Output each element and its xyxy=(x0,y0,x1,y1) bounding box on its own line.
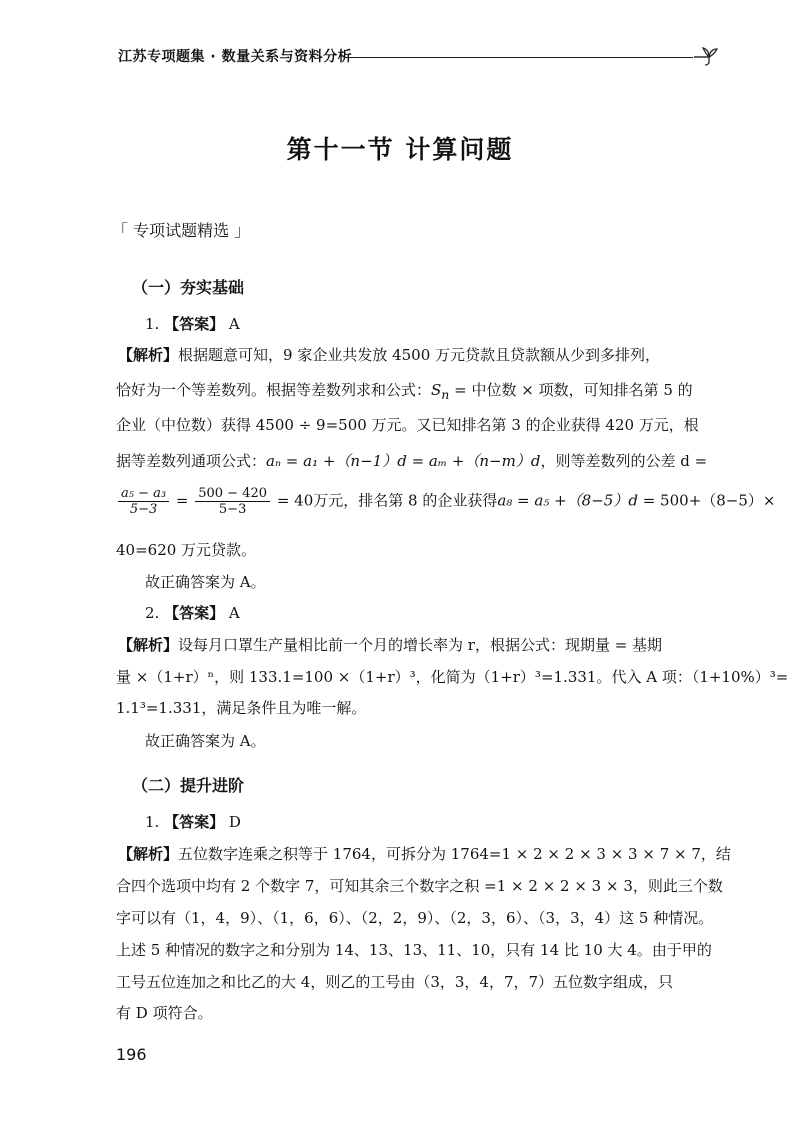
analysis-line xyxy=(116,486,775,517)
analysis-text: 根据题意可知，9 家企业共发放 4500 万元贷款且贷款额从少到多排列， xyxy=(178,346,661,364)
answer-line xyxy=(145,313,240,334)
analysis-line xyxy=(118,843,731,864)
fraction xyxy=(195,486,270,517)
fraction-numerator: 500 − 420 xyxy=(195,486,270,502)
answer-value: D xyxy=(228,813,241,831)
analysis-text: 设每月口罩生产量相比前一个月的增长率为 r，根据公式：现期量 = 基期 xyxy=(178,636,663,654)
page-title: 第十一节 计算问题 xyxy=(286,135,514,164)
formula: a₈ = a₅ +（8−5）d xyxy=(497,491,638,510)
header-rule xyxy=(345,57,693,58)
analysis-line: 字可以有（1，4，9）、（1，6，6）、（2，2，9）、（2，3，6）、（3，3，4）这 5 种情况。 xyxy=(116,909,714,927)
analysis-line: 1.1³=1.331，满足条件且为唯一解。 xyxy=(116,699,367,717)
analysis-line xyxy=(116,539,256,560)
analysis-line xyxy=(116,414,699,435)
analysis-label: 【解析】 xyxy=(118,346,179,364)
bracket-left: 「 xyxy=(112,221,134,240)
analysis-text: 企业（中位数）获得 4500 ÷ 9=500 万元。又已知排名第 3 的企业获得 420 万元，根 xyxy=(116,416,699,434)
fraction xyxy=(118,486,169,517)
answer-value: A xyxy=(228,315,240,333)
analysis-line: 合四个选项中均有 2 个数字 7，可知其余三个数字之积 =1 × 2 × 2 × 3 × 3，则此三个数 xyxy=(116,877,723,895)
analysis-label: 【解析】 xyxy=(118,636,179,654)
analysis-text: ，则等差数列的公差 d = xyxy=(540,452,708,470)
answer-line xyxy=(145,811,241,832)
analysis-text: = 中位数 × 项数，可知排名第 5 的 xyxy=(449,381,693,399)
analysis-text: 据等差数列通项公式： xyxy=(116,452,267,470)
equals-sign: = xyxy=(175,491,189,510)
answer-label: 【答案】 xyxy=(164,315,225,333)
formula: aₙ = a₁ +（n−1）d = aₘ +（n−m）d xyxy=(266,452,541,470)
analysis-text: = 40万元，排名第 8 的企业获得 xyxy=(276,491,498,510)
analysis-line xyxy=(116,379,693,402)
bracket-right: 」 xyxy=(229,221,251,240)
analysis-line: 上述 5 种情况的数字之和分别为 14、13、13、11、10，只有 14 比 10 大 4。由于甲的 xyxy=(116,941,712,959)
section-heading-2: （二）提升进阶 xyxy=(132,776,245,795)
conclusion-line: 故正确答案为 A。 xyxy=(145,573,266,591)
fraction-numerator: a₅ − a₃ xyxy=(118,486,169,502)
answer-value: A xyxy=(228,604,240,622)
conclusion-line: 故正确答案为 A。 xyxy=(145,732,266,750)
page-number: 196 xyxy=(116,1045,147,1064)
answer-number: 1. xyxy=(145,813,160,831)
formula-sn: S xyxy=(431,381,442,399)
answer-label: 【答案】 xyxy=(164,813,225,831)
analysis-text: 40=620 万元贷款。 xyxy=(116,541,257,559)
analysis-text: 五位数字连乘之积等于 1764，可拆分为 1764=1 × 2 × 2 × 3 × 3 × 7 × 7，结 xyxy=(178,845,731,863)
sprout-icon xyxy=(690,38,720,68)
answer-label: 【答案】 xyxy=(164,604,225,622)
analysis-line: 量 ×（1+r）ⁿ，则 133.1=100 ×（1+r）³，化简为（1+r）³=1.331。代入 A 项：（1+10%）³= xyxy=(116,668,789,686)
section-heading-1: （一）夯实基础 xyxy=(132,278,245,297)
special-label-text: 专项试题精选 xyxy=(133,221,230,240)
analysis-text: 恰好为一个等差数列。根据等差数列求和公式： xyxy=(116,381,432,399)
running-header: 江苏专项题集 · 数量关系与资料分析 xyxy=(118,49,353,65)
special-label xyxy=(112,218,250,241)
analysis-line: 工号五位连加之和比乙的大 4，则乙的工号由（3，3，4，7，7）五位数字组成，只 xyxy=(116,973,674,991)
analysis-line xyxy=(118,634,662,655)
analysis-line xyxy=(118,344,660,365)
answer-number: 2. xyxy=(145,604,160,622)
formula-sub: n xyxy=(441,387,450,402)
analysis-label: 【解析】 xyxy=(118,845,179,863)
fraction-denominator: 5−3 xyxy=(129,502,158,517)
answer-number: 1. xyxy=(145,315,160,333)
analysis-text: = 500+（8−5）× xyxy=(637,491,776,510)
answer-line xyxy=(145,602,240,623)
analysis-line xyxy=(116,450,707,471)
analysis-line: 有 D 项符合。 xyxy=(116,1004,213,1022)
fraction-denominator: 5−3 xyxy=(218,502,247,517)
